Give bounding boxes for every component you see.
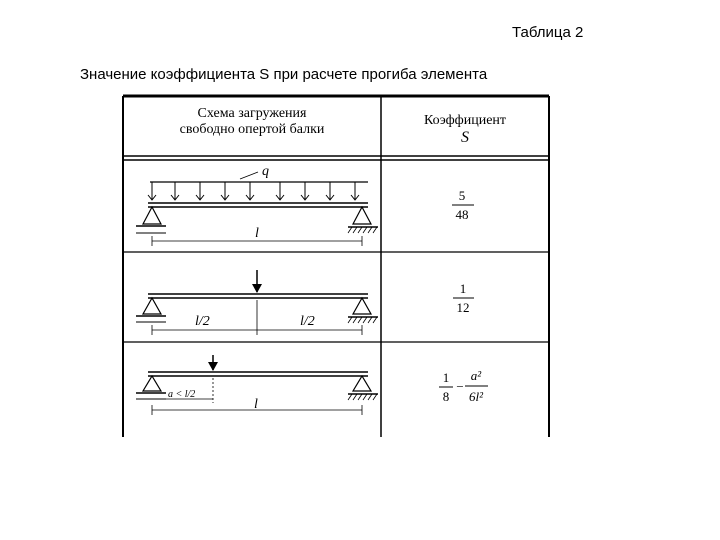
- span-l-label-1: l: [255, 226, 259, 241]
- table-title: Значение коэффициента S при расчете прогиба элемента: [80, 66, 488, 83]
- coef3b-numerator: a²: [470, 368, 482, 383]
- header-scheme-line2: свободно опертой балки: [179, 122, 325, 137]
- header-scheme-line1: Схема загружения: [197, 106, 307, 121]
- coef2-numerator: 1: [459, 281, 467, 296]
- table-number: Таблица 2: [512, 24, 584, 41]
- half-span-label-right: l/2: [300, 314, 315, 329]
- span-l-label-3: l: [254, 397, 258, 412]
- coef1-denominator: 48: [455, 207, 469, 222]
- half-span-label-left: l/2: [195, 314, 210, 329]
- coef3b-denominator: 6l²: [468, 389, 484, 404]
- coef2-denominator: 12: [456, 300, 470, 315]
- header-coef-line2: S: [461, 129, 469, 146]
- scheme-point-load-center: [136, 270, 378, 335]
- coef3a-numerator: 1: [442, 370, 450, 385]
- offset-a-label: a < l/2: [168, 389, 196, 400]
- coef3a-denominator: 8: [442, 389, 450, 404]
- coef3-minus: −: [456, 379, 464, 394]
- coef1-numerator: 5: [458, 188, 466, 203]
- header-coef-line1: Коэффициент: [423, 113, 507, 128]
- load-q-label: q: [262, 164, 269, 179]
